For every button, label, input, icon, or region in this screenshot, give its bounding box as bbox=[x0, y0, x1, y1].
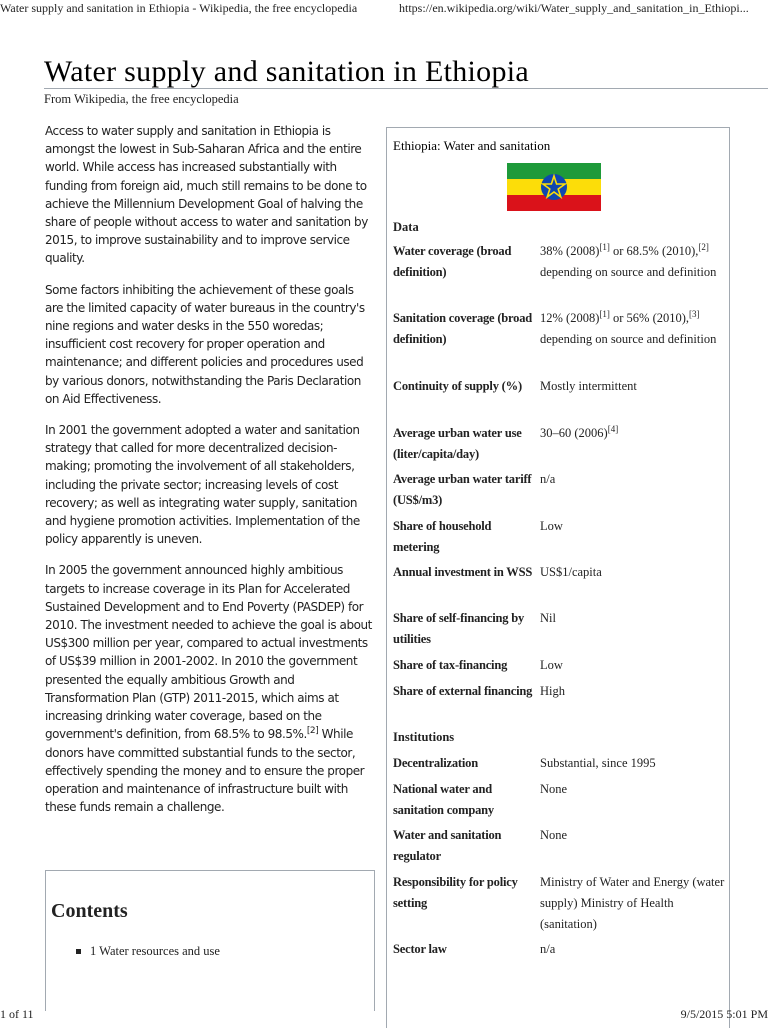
paragraph-text: While donors have committed substantial funds to the sector, effectively spending the money and to ensure the proper operation and maintenance of infrastructure built with these funds remain a challenge. bbox=[45, 727, 365, 815]
infobox-value: Nil bbox=[540, 611, 556, 625]
infobox-value: Ministry of Water and Energy (water supply) Ministry of Health (sanitation) bbox=[540, 875, 725, 931]
article-paragraph: Some factors inhibiting the achievement of these goals are the limited capacity of water bureaus in the country's nine regions and water desks in the 550 woredas; insufficient cost recovery for proper operation and maintenance; and different policies and procedures used by various donors, notwithstanding the Paris Declaration on Aid Effectiveness. bbox=[45, 282, 365, 406]
infobox-label: Continuity of supply (%) bbox=[393, 379, 522, 393]
print-header-url[interactable]: https://en.wikipedia.org/wiki/Water_supply_and_sanitation_in_Ethiopi... bbox=[399, 1, 749, 15]
value-text: or 56% (2010), bbox=[609, 311, 690, 325]
table-of-contents bbox=[45, 870, 375, 1011]
value-text: depending on source and definition bbox=[540, 332, 717, 346]
article-body bbox=[45, 122, 373, 829]
toc-title: Contents bbox=[51, 900, 128, 922]
infobox-value: None bbox=[540, 782, 568, 796]
print-datetime: 9/5/2015 5:01 PM bbox=[680, 1007, 768, 1021]
article-paragraph bbox=[45, 561, 373, 816]
infobox-label: Sector law bbox=[393, 942, 447, 956]
article-paragraph: In 2001 the government adopted a water and sanitation strategy that called for more decentralized decision-making; promoting the involvement of all stakeholders, including the private sector; increasing levels of cost recovery; as well as integrating water supply, sanitation and hygiene promotion activities. Implementation of the policy apparently is uneven. bbox=[45, 423, 360, 547]
reference-link[interactable]: [1] bbox=[599, 308, 610, 319]
infobox-value: Substantial, since 1995 bbox=[540, 756, 656, 770]
infobox-label: Share of tax-financing bbox=[393, 658, 508, 672]
value-text: or 68.5% (2010), bbox=[609, 244, 699, 258]
bullet-icon bbox=[76, 949, 81, 954]
print-footer bbox=[0, 1006, 768, 1024]
infobox-value bbox=[540, 423, 725, 444]
infobox-label: Annual investment in WSS bbox=[393, 565, 533, 579]
site-tagline: From Wikipedia, the free encyclopedia bbox=[44, 92, 239, 106]
reference-link[interactable]: [1] bbox=[599, 241, 610, 252]
infobox-label: Water and sanitation regulator bbox=[393, 828, 502, 863]
infobox bbox=[386, 127, 730, 1028]
infobox-label: Average urban water use (liter/capita/day) bbox=[393, 426, 522, 461]
infobox-section-data: Data bbox=[393, 220, 419, 234]
page-title: Water supply and sanitation in Ethiopia bbox=[44, 55, 530, 88]
infobox-value: Mostly intermittent bbox=[540, 379, 637, 393]
infobox-caption: Ethiopia: Water and sanitation bbox=[393, 138, 551, 153]
title-divider bbox=[44, 88, 768, 89]
reference-link[interactable]: [2] bbox=[306, 726, 319, 737]
infobox-value: High bbox=[540, 684, 565, 698]
infobox-value bbox=[540, 308, 725, 350]
infobox-label: National water and sanitation company bbox=[393, 782, 494, 817]
infobox-value: US$1/capita bbox=[540, 565, 602, 579]
value-text: 12% (2008) bbox=[540, 311, 600, 325]
infobox-label: Share of external financing bbox=[393, 684, 533, 698]
reference-link[interactable]: [4] bbox=[607, 423, 619, 434]
infobox-label: Average urban water tariff (US$/m3) bbox=[393, 472, 532, 507]
infobox-value bbox=[540, 241, 725, 283]
reference-link[interactable]: [3] bbox=[689, 308, 700, 319]
infobox-value: n/a bbox=[540, 472, 556, 486]
paragraph-text: In 2005 the government announced highly ambitious targets to increase coverage in its Plan for Accelerated Sustained Development and to End Poverty (PASDEP) for 2010. The investment needed to achieve the goal is about US$300 million per year, compared to actual investments of US$39 million in 2001-2002. In 2010 the government presented the equally ambitious Growth and Transformation Plan (GTP) 2011-2015, which aims at increasing drinking water coverage, based on the government's definition, from 68.5% to 98.5%. bbox=[45, 563, 372, 742]
infobox-label: Responsibility for policy setting bbox=[393, 875, 518, 910]
value-text: 30–60 (2006) bbox=[540, 426, 608, 440]
toc-item-label[interactable]: 1 Water resources and use bbox=[90, 944, 220, 958]
infobox-label: Sanitation coverage (broad definition) bbox=[393, 311, 533, 346]
print-header-page-title: Water supply and sanitation in Ethiopia - Wikipedia, the free encyclopedia bbox=[0, 1, 358, 15]
toc-item[interactable] bbox=[74, 943, 220, 959]
infobox-label: Decentralization bbox=[393, 756, 478, 770]
infobox-label: Share of household metering bbox=[393, 519, 492, 554]
infobox-value: None bbox=[540, 828, 568, 842]
infobox-section-institutions: Institutions bbox=[393, 730, 455, 744]
ethiopia-flag-icon bbox=[507, 163, 601, 211]
article-paragraph: Access to water supply and sanitation in Ethiopia is amongst the lowest in Sub-Saharan Africa and the entire world. While access has increased substantially with funding from foreign aid, much still remains to be done to achieve the Millennium Development Goal of halving the share of people without access to water and sanitation by 2015, to improve sustainability and to improve service quality. bbox=[45, 124, 368, 266]
print-header bbox=[0, 0, 768, 18]
infobox-value: n/a bbox=[540, 942, 556, 956]
infobox-label: Water coverage (broad definition) bbox=[393, 244, 512, 279]
infobox-value: Low bbox=[540, 519, 563, 533]
value-text: depending on source and definition bbox=[540, 265, 717, 279]
page-count: 1 of 11 bbox=[0, 1007, 34, 1021]
value-text: 38% (2008) bbox=[540, 244, 600, 258]
infobox-value: Low bbox=[540, 658, 563, 672]
reference-link[interactable]: [2] bbox=[698, 241, 709, 252]
infobox-label: Share of self-financing by utilities bbox=[393, 611, 525, 646]
toc-list bbox=[74, 943, 220, 959]
